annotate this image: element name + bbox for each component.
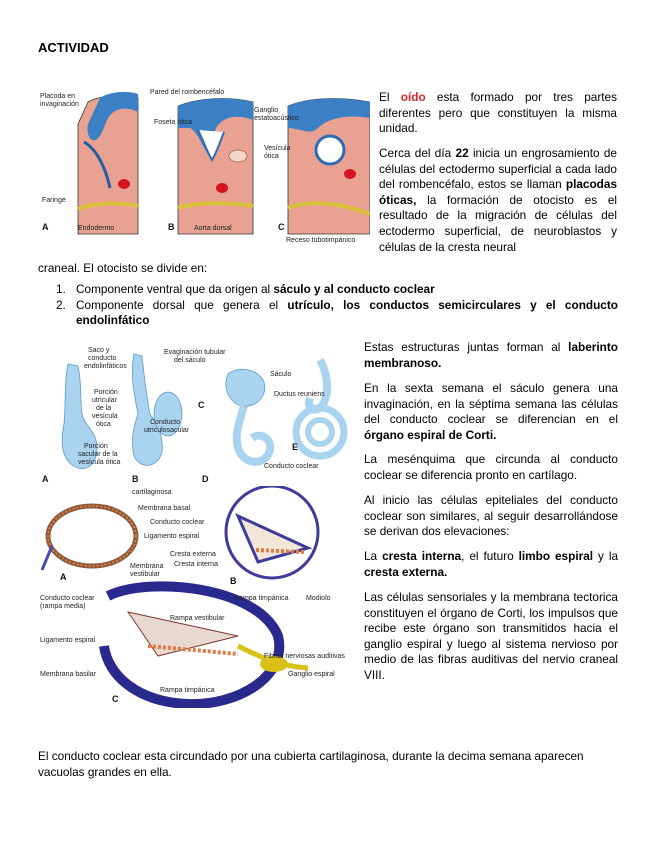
list-number: 1.: [56, 282, 66, 296]
intro-p2-c: la formación de otocisto es el resultado de la migración de células del ectodermo superficial, de neuroblastos y células de la cresta neural: [379, 192, 617, 254]
label-coclear: Conducto coclear: [150, 519, 205, 526]
p7-b: , el futuro: [461, 549, 519, 563]
label-porcion-3: de la: [96, 405, 112, 412]
intro-day: 22: [455, 146, 469, 160]
otic-development-figure: [38, 84, 370, 256]
panel-c: [288, 99, 370, 234]
p4-text: En la sexta semana el sáculo genera una invaginación, en la séptima semana las células del conducto coclear se diferencian en el: [364, 381, 618, 427]
label-receso: Receso tubotimpánico: [286, 237, 356, 244]
label-rampav: Rampa vestibular: [170, 615, 225, 622]
label-coclear-2: Conducto coclear: [40, 595, 95, 602]
cochlear-duct-figure: [38, 486, 354, 708]
label-ligam: Ligamento espiral: [144, 533, 200, 540]
label-vesicula: Vesícula: [264, 145, 291, 152]
label-d: D: [202, 474, 209, 484]
otocyst-list: [38, 282, 618, 329]
label-saco: Saco y: [88, 347, 110, 354]
label-c: C: [112, 694, 119, 704]
intro-continuation: craneal. El otocisto se divide en:: [38, 261, 208, 275]
label-modiolo: Modiolo: [306, 595, 331, 602]
label-memvest-2: vestibular: [130, 571, 160, 578]
label-ductus: Ductus reuniens: [274, 391, 325, 398]
paragraph-crestas: [364, 549, 618, 580]
label-ligam-2: Ligamento espiral: [40, 637, 96, 644]
label-b: B: [168, 222, 175, 232]
paragraph-mesenquima: La mesénquima que circunda al conducto coclear se diferencia pronto en cartílago.: [364, 452, 618, 482]
intro-p1-b: esta formado por tres partes diferentes pero que constituyen la misma unidad.: [379, 90, 617, 136]
label-c: C: [198, 400, 205, 410]
label-a: A: [42, 222, 49, 232]
paragraph-celulas-epiteliales: Al inicio las células epiteliales del conducto coclear son similares, al seguir desarrollándose se derivan dos elevaciones:: [364, 493, 618, 539]
label-a: A: [42, 474, 49, 484]
list-text: Componente dorsal que genera el: [76, 297, 288, 312]
intro-p2-a: Cerca del día: [379, 146, 456, 160]
label-vesicula-2: ótica: [264, 153, 279, 160]
label-c: C: [278, 222, 285, 232]
label-conducto: Conducto: [150, 419, 180, 426]
intro-p1-a: El: [379, 90, 401, 104]
label-basilar: Membrana basilar: [40, 671, 97, 678]
list-text: Componente ventral que da origen al: [76, 282, 274, 296]
intro-paragraph-1: [379, 90, 617, 137]
label-ganglio: Ganglio espiral: [288, 671, 335, 678]
label-memvest: Membrana: [130, 563, 164, 570]
list-bold: sáculo y al conducto coclear: [273, 282, 435, 296]
label-saco-3: endolinfáticos: [84, 363, 127, 370]
p4-bold: órgano espiral de Corti.: [364, 427, 497, 442]
p7-limbo: limbo espiral: [518, 549, 594, 563]
label-rampat: Rampa timpánica: [234, 595, 289, 602]
label-porcion: Porción: [94, 389, 118, 396]
intro-placodas: placodas óticas,: [379, 177, 617, 207]
list-item: [38, 298, 618, 329]
panel-b: [226, 486, 318, 578]
label-faringe: Faringe: [42, 197, 66, 204]
label-pared: Pared del rombencéfalo: [150, 89, 225, 96]
label-saculo: Sáculo: [270, 371, 292, 378]
p3-text: Estas estructuras juntas forman al: [364, 340, 569, 354]
label-porcion-4: vesícula: [92, 413, 118, 420]
label-porcsac-3: vesícula ótica: [78, 459, 121, 466]
label-evag-2: del sáculo: [174, 357, 206, 364]
paragraph-cartilaginosa: El conducto coclear esta circundado por una cubierta cartilaginosa, durante la decima semana aparecen vacuolas grandes en ella.: [38, 749, 584, 779]
panel-a: [78, 92, 138, 234]
label-e: E: [292, 442, 299, 452]
label-endodermo: Endodermo: [78, 225, 115, 232]
list-bold: utrículo, los conductos semicirculares y el conducto endolinfático: [76, 297, 619, 328]
label-basal: Membrana basal: [138, 505, 191, 512]
p7-c: y la: [593, 549, 618, 563]
label-b: B: [132, 474, 139, 484]
label-ganglio: Ganglio: [254, 107, 279, 114]
label-saco-2: conducto: [88, 355, 117, 362]
p7-cresta-externa: cresta externa.: [364, 564, 448, 579]
p3-bold: laberinto membranoso.: [364, 340, 618, 370]
intro-paragraph-2: [379, 146, 617, 255]
paragraph-corti: Las células sensoriales y la membrana tectorica constituyen el órgano de Corti, los impulsos que recibe este órgano son transmitidos hacia el ganglio espiral y luego al sistema nervioso por medio de las fibras auditivas del nervio craneal VIII.: [364, 590, 618, 682]
label-b: B: [230, 576, 237, 586]
paragraph-sexta-semana: [364, 381, 618, 443]
label-cint: Cresta interna: [174, 561, 218, 568]
label-fosa: Foseta ótica: [154, 119, 193, 126]
membranous-labyrinth-figure: [38, 344, 354, 486]
label-porcion-5: ótica: [96, 421, 111, 428]
intro-oido: oído: [400, 90, 426, 104]
label-fibras: Fibras nerviosas auditivas: [264, 653, 345, 660]
panel-a: [42, 506, 136, 570]
label-a: A: [60, 572, 67, 582]
label-porcsac-2: sacular de la: [78, 451, 118, 458]
paragraph-laberinto: [364, 340, 618, 371]
p7-cresta-interna: cresta interna: [382, 549, 462, 563]
list-item: [38, 282, 618, 298]
list-number: 2.: [56, 297, 66, 312]
label-cart: cartílaginosa: [132, 489, 172, 496]
label-rampamedia: (rampa media): [40, 603, 86, 610]
label-coclear: Conducto coclear: [264, 463, 319, 470]
label-porcsac: Porción: [84, 443, 108, 450]
p7-a: La: [364, 549, 383, 563]
label-rampat-2: Rampa timpánica: [160, 687, 215, 694]
label-conducto-2: utriculosacular: [144, 427, 190, 434]
label-cext: Cresta externa: [170, 551, 216, 558]
intro-p2-b: inicia un engrosamiento de células del ectodermo superficial a cada lado del rombencéfalo, estos se llaman: [379, 146, 617, 192]
label-ganglio-2: estatoacústico: [254, 115, 299, 122]
page-title: ACTIVIDAD: [38, 40, 109, 55]
label-porcion-2: utricular: [92, 397, 117, 404]
label-evag: Evaginación tubular: [164, 349, 226, 356]
label-aorta: Aorta dorsal: [194, 225, 232, 232]
label-placoda-2: invaginación: [40, 101, 79, 108]
label-placoda: Placoda en: [40, 93, 76, 100]
